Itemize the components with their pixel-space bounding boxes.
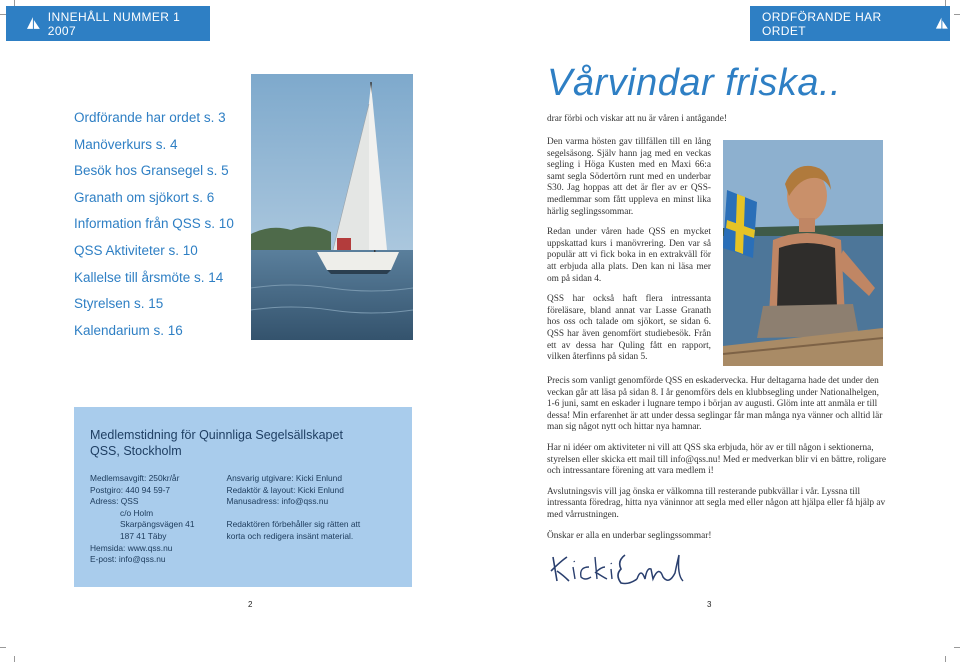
- detail-line: Redaktören förbehåller sig rätten att: [226, 519, 361, 530]
- paragraph: QSS har också haft flera intressanta föreläsare, bland annat var Lasse Granath hos oss och talade om sjökort, se sidan 6. QSS har även genomfört studiebesök. Från ett av dessa har Quling fått en rapport, vilken återfinns på sidan 5.: [547, 294, 711, 363]
- header-bar-right: [750, 6, 950, 41]
- detail-line: Medlemsavgift: 250kr/år: [90, 473, 180, 483]
- paragraph: Den varma hösten gav tillfällen till en lång segelsäsong. Själv hann jag med en veckas segling i Höga Kusten med en Maxi 66:a samt segla Södertörn runt med en underbar S30. Jag hoppas att det är fler av er QSS-medlemmar som fått uppleva en minst lika härlig seglingssommar.: [547, 137, 711, 217]
- article-headline: Vårvindar friska..: [547, 62, 842, 104]
- crop-mark: [945, 656, 946, 662]
- page-number-right: 3: [707, 600, 712, 609]
- detail-line: Adress: QSS: [90, 496, 139, 507]
- paragraph: Avslutningsvis vill jag önska er välkomna till resterande pubkvällar i vår. Lyssna till intressanta föredrag, hitta nya väninnor att segla med eller någon att hjälpa eller få hjälp av med vårrustningen.: [547, 486, 886, 520]
- detail-line: Ansvarig utgivare: Kicki Enlund: [226, 473, 342, 483]
- crop-mark: [14, 656, 15, 662]
- toc-item[interactable]: Manöverkurs s. 4: [74, 136, 178, 152]
- detail-line: 187 41 Täby: [120, 530, 167, 541]
- signature-image: [547, 545, 687, 591]
- toc-item[interactable]: Granath om sjökort s. 6: [74, 189, 215, 205]
- toc-item[interactable]: Besök hos Gransegel s. 5: [74, 163, 229, 179]
- toc-item[interactable]: QSS Aktiviteter s. 10: [74, 242, 198, 258]
- colophon-title: Medlemstidning för Quinnliga Segelsällskapet: [90, 428, 343, 442]
- toc-item[interactable]: Information från QSS s. 10: [74, 216, 234, 232]
- crop-mark: [954, 647, 960, 648]
- section-title: INNEHÅLL NUMMER 1 2007: [47, 9, 181, 38]
- membership-details: [90, 473, 227, 566]
- article-column: [547, 137, 711, 373]
- sailboat-icon: [26, 17, 42, 31]
- detail-line: Postgiro: 440 94 59-7: [90, 484, 171, 495]
- section-title: ORDFÖRANDE HAR ORDET: [762, 9, 882, 38]
- crop-mark: [0, 647, 6, 648]
- email-link[interactable]: E-post: info@qss.nu: [90, 554, 166, 565]
- detail-line: c/o Holm: [120, 507, 154, 518]
- editorial-details: [227, 473, 396, 566]
- article-subhead: drar förbi och viskar att nu är våren i antågande!: [547, 114, 727, 124]
- paragraph: Redan under våren hade QSS en mycket uppskattad kurs i manövrering. Den var så populär att vi fick boka in en extrakväll för att erbjuda alla plats. Den kan ni läsa mer om på sidan 4.: [547, 227, 711, 284]
- page-number-left: 2: [248, 600, 253, 609]
- table-of-contents: [74, 108, 244, 347]
- toc-item[interactable]: Kalendarium s. 16: [74, 322, 183, 338]
- portrait-photo: [723, 140, 883, 366]
- toc-item[interactable]: Ordförande har ordet s. 3: [74, 110, 226, 125]
- sailboat-photo: [251, 74, 413, 340]
- crop-mark: [954, 14, 960, 15]
- detail-line: Redaktör & layout: Kicki Enlund: [226, 484, 344, 495]
- header-bar-left: [6, 6, 210, 41]
- paragraph: Har ni idéer om aktiviteter ni vill att QSS ska erbjuda, hör av er till någon i sektionerna, styrelsen eller skicka ett mail till info@qss.nu! Med er medverkan blir vi en bättre, roligare och intressantare förening att vara medlem i!: [547, 442, 887, 477]
- detail-line: Manusadress: info@qss.nu: [226, 496, 329, 507]
- website-link[interactable]: Hemsida: www.qss.nu: [90, 542, 173, 553]
- colophon-title: QSS, Stockholm: [90, 444, 182, 458]
- detail-line: korta och redigera insänt material.: [226, 530, 354, 541]
- paragraph: Önskar er alla en underbar seglingssommar!: [547, 530, 712, 541]
- toc-item[interactable]: Kallelse till årsmöte s. 14: [74, 269, 224, 285]
- toc-item[interactable]: Styrelsen s. 15: [74, 296, 164, 312]
- sailboat-icon: [935, 17, 950, 31]
- detail-line: Skarpängsvägen 41: [120, 519, 195, 530]
- paragraph: Precis som vanligt genomförde QSS en eskadervecka. Hur deltagarna hade det under den veckan går att läsa på sidan 8. I år genomförs dels en klubbsegling under Nationalhelgen, 1-6 juni, samt en eskader i lugnare tempo i början av augusti. Glöm inte att anmäla er till dessa! Min erfarenhet är att under dessa seglingar får man många nya vänner och alltid lär man sig något nytt och hittar nya hamnar.: [547, 376, 883, 433]
- colophon-box: [74, 407, 412, 587]
- article-body: [547, 376, 887, 551]
